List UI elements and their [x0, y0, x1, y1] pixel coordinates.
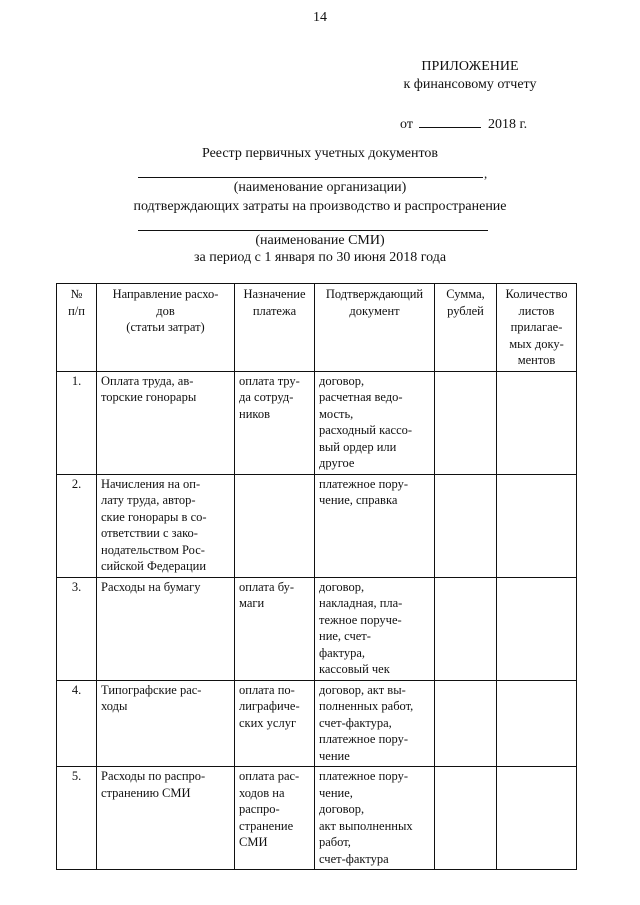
- row-sum[interactable]: [435, 577, 497, 680]
- row-purpose: [235, 474, 315, 577]
- header-purpose: Назначение платежа: [235, 284, 315, 372]
- table-header-row: [57, 284, 577, 372]
- table-row: [57, 371, 577, 474]
- org-name-blank-line: [138, 177, 483, 178]
- table-row: [57, 474, 577, 577]
- row-num: 2.: [57, 474, 97, 577]
- media-caption: (наименование СМИ): [255, 233, 385, 248]
- period-text: за период с 1 января по 30 июня 2018 года: [193, 250, 447, 265]
- row-sum[interactable]: [435, 371, 497, 474]
- row-sum[interactable]: [435, 767, 497, 870]
- row-sheets[interactable]: [497, 577, 577, 680]
- page-number: 14: [313, 10, 327, 25]
- row-sheets[interactable]: [497, 371, 577, 474]
- appendix-subtitle: к финансовому отчету: [403, 77, 537, 92]
- table-row: [57, 577, 577, 680]
- appendix-title: ПРИЛОЖЕНИЕ: [421, 59, 519, 74]
- header-document: Подтверждающий документ: [315, 284, 435, 372]
- row-direction: Расходы по распро- странению СМИ: [97, 767, 235, 870]
- row-direction: Расходы на бумагу: [97, 577, 235, 680]
- confirm-text: подтверждающих затраты на производство и распространение: [133, 199, 507, 214]
- row-sum[interactable]: [435, 474, 497, 577]
- registry-table: [56, 283, 577, 870]
- header-num: № п/п: [57, 284, 97, 372]
- date-blank-field[interactable]: [419, 114, 481, 128]
- header-direction: Направление расхо- дов (статьи затрат): [97, 284, 235, 372]
- row-num: 5.: [57, 767, 97, 870]
- row-document: договор, расчетная ведо- мость, расходный кассо- вый ордер или другое: [315, 371, 435, 474]
- header-sheets: Количество листов прилагае- мых доку- ментов: [497, 284, 577, 372]
- registry-title: Реестр первичных учетных документов: [201, 146, 439, 161]
- row-purpose: оплата бу- маги: [235, 577, 315, 680]
- row-sum[interactable]: [435, 680, 497, 767]
- row-document: договор, накладная, пла- тежное поруче- ние, счет- фактура, кассовый чек: [315, 577, 435, 680]
- row-sheets[interactable]: [497, 767, 577, 870]
- row-document: платежное пору- чение, договор, акт выполненных работ, счет-фактура: [315, 767, 435, 870]
- row-document: платежное пору- чение, справка: [315, 474, 435, 577]
- row-direction: Начисления на оп- лату труда, автор- ские гонорары в со- ответствии с зако- нодательством Рос- сийской Федерации: [97, 474, 235, 577]
- row-direction: Типографские рас- ходы: [97, 680, 235, 767]
- row-sheets[interactable]: [497, 680, 577, 767]
- media-name-blank-line: [138, 230, 488, 231]
- row-num: 1.: [57, 371, 97, 474]
- org-line-comma: ,: [484, 166, 488, 181]
- row-purpose: оплата тру- да сотруд- ников: [235, 371, 315, 474]
- row-direction: Оплата труда, ав- торские гонорары: [97, 371, 235, 474]
- date-suffix: 2018 г.: [487, 117, 528, 132]
- appendix-header: [395, 58, 545, 94]
- date-line: [400, 114, 527, 133]
- row-document: договор, акт вы- полненных работ, счет-фактура, платежное пору- чение: [315, 680, 435, 767]
- row-sheets[interactable]: [497, 474, 577, 577]
- header-sum: Сумма, рублей: [435, 284, 497, 372]
- row-num: 4.: [57, 680, 97, 767]
- org-caption: (наименование организации): [233, 180, 407, 195]
- date-prefix: от: [400, 117, 413, 132]
- table-row: [57, 767, 577, 870]
- table-row: [57, 680, 577, 767]
- row-num: 3.: [57, 577, 97, 680]
- row-purpose: оплата рас- ходов на распро- странение СМИ: [235, 767, 315, 870]
- row-purpose: оплата по- лиграфиче- ских услуг: [235, 680, 315, 767]
